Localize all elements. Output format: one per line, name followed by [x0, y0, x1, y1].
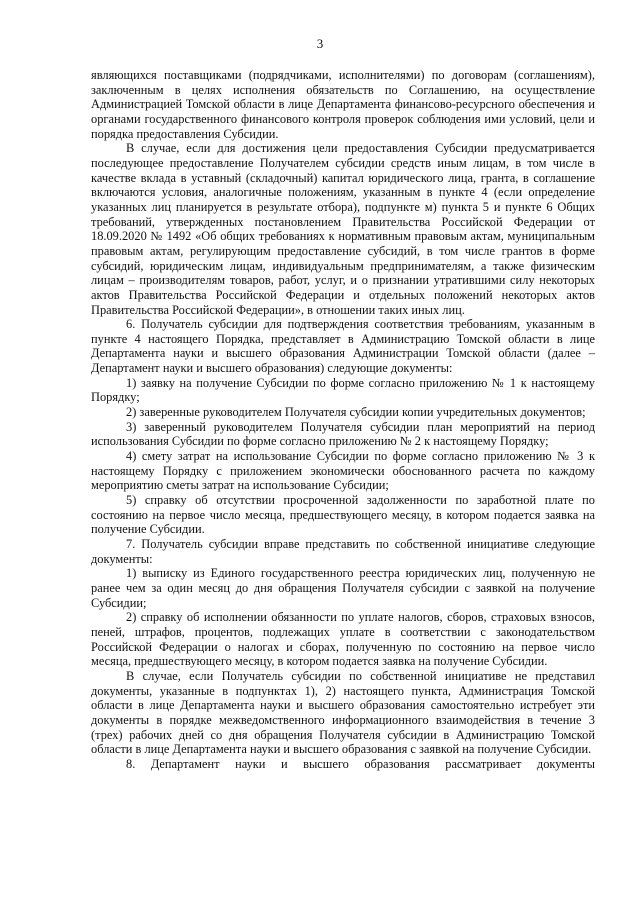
paragraph-item-8: 8. Департамент науки и высшего образования рассматривает документы [126, 756, 595, 771]
paragraph-item-6: 6. Получатель субсидии для подтверждения соответствия требованиям, указанным в пункте 4 настоящего Порядка, представляет в Администрацию Томской области в лице Департамента науки и высшего образования Администрации Томской области (далее – Департамент науки и высшего образования) следующие документы: [91, 317, 595, 376]
paragraph-item-6-2: 2) заверенные руководителем Получателя субсидии копии учредительных документов; [126, 405, 586, 420]
paragraph-subsidy-transfer: В случае, если для достижения цели предоставления Субсидии предусматривается последующее предоставление Получателем субсидии средств иным лицам, в том числе в качестве вклада в уставный (складочный) капитал юридического лица, гранта, в соглашение включаются условия, аналогичные положениям, указанным в пункте 4 (если определение указанных лиц планируется в результате отбора), подпункте м) пункта 5 и пункте 6 Общих требований, утвержденных постановлением Правительства Российской Федерации от 18.09.2020 № 1492 «Об общих требованиях к нормативным правовым актам, муниципальным правовым актам, регулирующим предоставление субсидий, в том числе грантов в форме субсидий, юридическим лицам, индивидуальным предпринимателям, а также физическим лицам – производителям товаров, работ, услуг, и о признании утратившими силу некоторых актов Правительства Российской Федерации и отдельных положений некоторых актов Правительства Российской Федерации», в отношении таких иных лиц. [91, 141, 595, 317]
paragraph-item-6-3: 3) заверенный руководителем Получателя субсидии план мероприятий на период использования Субсидии по форме согласно приложению № 2 к настоящему Порядку; [91, 419, 595, 449]
paragraph-item-6-4: 4) смету затрат на использование Субсидии по форме согласно приложению № 3 к настоящему Порядку с приложением экономически обоснованного расчета по каждому мероприятию сметы затрат на использование Субсидии; [91, 449, 595, 493]
paragraph-continuation: являющихся поставщиками (подрядчиками, исполнителями) по договорам (соглашениям), заключенным в целях исполнения обязательств по Соглашению, на осуществление Администрацией Томской области в лице Департамента финансово-ресурсного обеспечения и органами государственного финансового контроля проверок соблюдения ими условий, цели и порядка предоставления Субсидии. [91, 68, 595, 141]
page-number: 3 [316, 36, 324, 51]
paragraph-item-7: 7. Получатель субсидии вправе представить по собственной инициативе следующие документы: [91, 537, 595, 566]
paragraph-item-6-5: 5) справку об отсутствии просроченной задолженности по заработной плате по состоянию на первое число месяца, предшествующего месяцу, в котором подается заявка на получение Субсидии. [91, 493, 595, 537]
paragraph-self-request: В случае, если Получатель субсидии по собственной инициативе не представил документы, указанные в подпунктах 1), 2) настоящего пункта, Администрация Томской области в лице Департамента науки и высшего образования самостоятельно истребует эти документы в порядке межведомственного информационного взаимодействия в течение 3 (трех) рабочих дней со дня обращения Получателя субсидии в Администрацию Томской области в лице Департамента науки и высшего образования с заявкой на получение Субсидии. [91, 668, 595, 757]
paragraph-item-7-1: 1) выписку из Единого государственного реестра юридических лиц, полученную не ранее чем за один месяц до дня обращения Получателя субсидии с заявкой на получение Субсидии; [91, 566, 595, 610]
paragraph-item-7-2: 2) справку об исполнении обязанности по уплате налогов, сборов, страховых взносов, пеней, штрафов, процентов, подлежащих уплате в соответствии с законодательством Российской Федерации о налогах и сборах, полученную по состоянию на первое число месяца, предшествующего месяцу, в котором подается заявка на получение Субсидии. [91, 610, 595, 669]
document-body [91, 68, 595, 772]
paragraph-item-6-1: 1) заявку на получение Субсидии по форме согласно приложению № 1 к настоящему Порядку; [91, 375, 595, 405]
